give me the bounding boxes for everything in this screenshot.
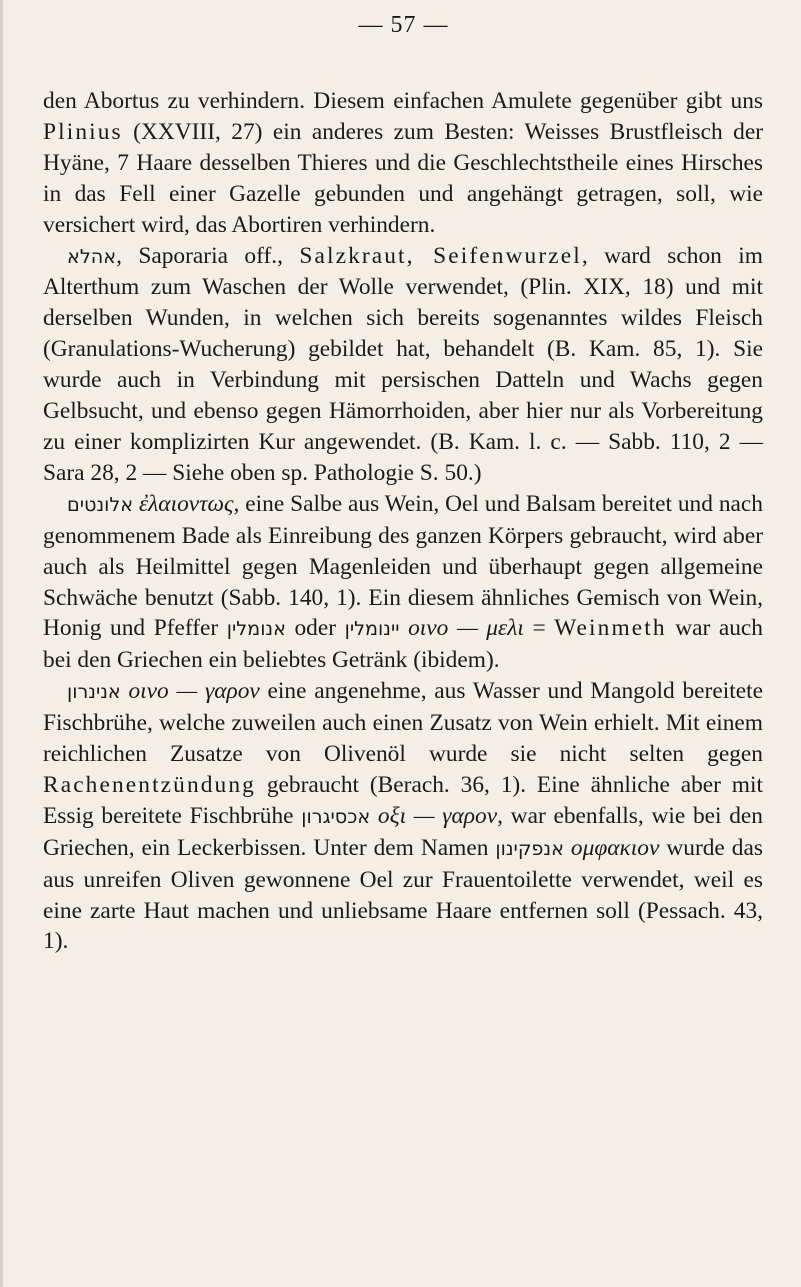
hebrew-term: אנומלין <box>226 617 286 641</box>
emphasized-term: Salzkraut, Seifenwurzel <box>299 242 582 269</box>
hebrew-term: אנפקינון <box>495 836 564 860</box>
text-run: eine angenehme, aus Wasser und Mangold bereitete Fischbrühe, welche zuweilen auch einen Zusatz von Wein erhielt. Mit einem reichlichen Zusatze von Olivenöl wurde sie nicht selten gegen <box>43 678 763 768</box>
text-run: gebraucht (Berach. 36, 1). Eine ähnliche aber mit Essig bereitete Fischbrühe <box>43 771 763 829</box>
hebrew-term: אהלא <box>67 244 117 268</box>
body-text <box>43 86 763 957</box>
emphasized-term: Rachenentzündung <box>43 771 256 798</box>
text-run: = <box>523 615 555 642</box>
greek-term: οξι — γαρον <box>377 802 498 829</box>
text-run: , eine Salbe aus Wein, Oel und Balsam bereitet und nach genommenem Bade als Einreibung des ganzen Körpers gebraucht, wird aber auch als Heilmittel gegen Magenleiden und überhaupt gegen allgemeine Schwäche benutzt (Sabb. 140, 1). Ein diesem ähnliches Gemisch von Wein, Honig und Pfeffer <box>43 490 763 642</box>
hebrew-term: אנינרון <box>67 680 121 704</box>
paragraph <box>43 241 763 489</box>
emphasized-term: Weinmeth <box>554 615 667 642</box>
hebrew-term: אלונטים <box>67 492 134 516</box>
text-run <box>564 835 571 861</box>
text-run <box>370 803 378 829</box>
text-run <box>400 615 409 641</box>
hebrew-term: יינומלין <box>344 617 400 641</box>
text-run: , Saporaria off., <box>116 242 300 269</box>
text-run: wurde das aus unreifen Oliven gewonnene Oel zur Frauentoilette verwendet, weil es eine zarte Haut machen und unliebsame Haare entfernen soll (Pessach. 43, 1). <box>43 834 763 955</box>
paragraph <box>43 676 763 957</box>
greek-term: οινο — μελι <box>408 615 524 642</box>
page-number: — 57 — <box>358 12 449 38</box>
text-run: war auch bei den Griechen ein beliebtes Getränk (ibidem). <box>43 615 763 674</box>
hebrew-term: אכסיגרון <box>301 804 371 828</box>
text-run: den Abortus zu verhindern. Diesem einfachen Amulete gegenüber gibt uns <box>43 88 763 114</box>
text-run: (XXVIII, 27) ein anderes zum Besten: Weisses Brustfleisch der Hyäne, 7 Haare desselben Thieres und die Geschlechtstheile eines Hirsches in das Fell einer Gazelle gebunden und angehängt getragen, soll, wie versichert wird, das Abortiren verhindern. <box>43 118 763 238</box>
paragraph <box>43 489 763 676</box>
greek-term: ομφακιον <box>570 834 660 861</box>
greek-term: οινο — γαρον <box>128 678 260 705</box>
text-run: , ward schon im Alterthum zum Waschen der Wolle verwendet, (Plin. XIX, 18) und mit derselben Wunden, in welchen sich bereits sogenanntes wildes Fleisch (Granulations-Wucherung) gebildet hat, behandelt (B. Kam. 85, 1). Sie wurde auch in Verbindung mit persischen Datteln und Wachs gegen Gelbsucht, und ebenso gegen Hämorrhoiden, aber hier nur als Vorbereitung zu einer komplizirten Kur angewendet. (B. Kam. l. c. — Sabb. 110, 2 — Sara 28, 2 — Siehe oben sp. Pathologie S. 50.) <box>43 242 763 486</box>
emphasized-term: Plinius <box>43 118 123 145</box>
paragraph <box>43 86 763 241</box>
text-run: , war ebenfalls, wie bei den Griechen, ein Leckerbissen. Unter dem Namen <box>43 802 764 861</box>
greek-term: ἐλαιοντως <box>138 490 234 517</box>
text-run: oder <box>285 615 345 642</box>
